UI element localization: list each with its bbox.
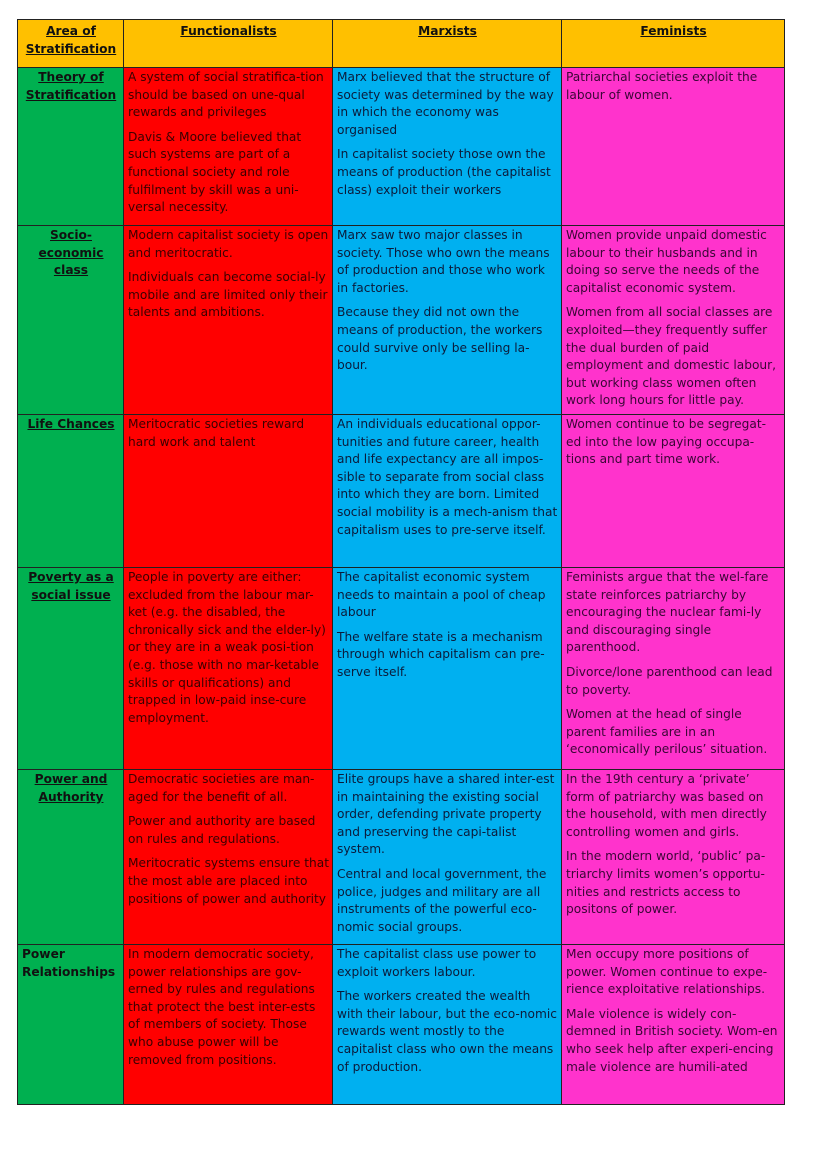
cell-paragraph: A system of social stratifica-tion should be based on une-qual rewards and privileges [128, 70, 324, 120]
table-row [18, 226, 785, 415]
table-row [18, 945, 785, 1105]
cell-paragraph: Patriarchal societies exploit the labour of women. [566, 70, 758, 102]
feminists-cell [562, 568, 785, 770]
cell-paragraph: In the 19th century a ‘private’ form of patriarchy was based on the household, with men directly controlling women and girls. [566, 772, 767, 839]
table-row [18, 68, 785, 226]
marxists-cell [333, 770, 562, 945]
functionalists-cell [124, 770, 333, 945]
cell-paragraph: In capitalist society those own the means of production (the capitalist class) exploit their workers [337, 147, 551, 197]
cell-paragraph: Modern capitalist society is open and meritocratic. [128, 228, 329, 260]
header-feminists: Feminists [562, 20, 785, 68]
cell-paragraph: Davis & Moore believed that such systems are part of a functional society and role fulfilment by skill was a uni-versal necessity. [128, 129, 302, 215]
cell-paragraph: Individuals can become social-ly mobile and are limited only their talents and ambitions. [128, 270, 328, 320]
area-label: Life Chances [18, 415, 124, 568]
cell-paragraph: Democratic societies are man-aged for the benefit of all. [128, 772, 315, 804]
cell-paragraph: Meritocratic societies reward hard work and talent [128, 417, 305, 449]
cell-paragraph: Marx believed that the structure of society was determined by the way in which the economy was organised [337, 70, 554, 137]
cell-paragraph: The welfare state is a mechanism through which capitalism can pre-serve itself. [337, 629, 545, 679]
marxists-cell [333, 945, 562, 1105]
functionalists-cell [124, 226, 333, 415]
feminists-cell [562, 945, 785, 1105]
cell-paragraph: Central and local government, the police, judges and military are all instruments of the powerful eco-nomic social groups. [337, 866, 547, 934]
marxists-cell [333, 68, 562, 226]
cell-paragraph: People in poverty are either: excluded from the labour mar-ket (e.g. the disabled, the chronically sick and the elder-ly) or they are in a weak posi-tion (e.g. those with no mar-ketable skills or qualifications) and trapped in low-paid inse-cure employment. [128, 570, 326, 725]
cell-paragraph: The capitalist class use power to exploit workers labour. [337, 947, 537, 979]
marxists-cell [333, 226, 562, 415]
feminists-cell [562, 226, 785, 415]
area-label: Power and Authority [18, 770, 124, 945]
cell-paragraph: Because they did not own the means of production, the workers could survive only be selling la-bour. [337, 305, 543, 373]
cell-paragraph: In the modern world, ‘public’ pa-triarchy limits women’s opportu-nities and restricts access to positons of power. [566, 849, 766, 917]
cell-paragraph: The capitalist economic system needs to maintain a pool of cheap labour [337, 570, 546, 620]
cell-paragraph: Marx saw two major classes in society. Those who own the means of production and those who work in factories. [337, 228, 550, 295]
marxists-cell [333, 568, 562, 770]
feminists-cell [562, 68, 785, 226]
header-area: Area of Stratification [18, 20, 124, 68]
cell-paragraph: Women continue to be segregat-ed into the low paying occupa-tions and part time work. [566, 417, 767, 467]
cell-paragraph: Meritocratic systems ensure that the most able are placed into positions of power and authority [128, 856, 330, 906]
table-row [18, 568, 785, 770]
cell-paragraph: Women provide unpaid domestic labour to their husbands and in doing so serve the needs of the capitalist economic system. [566, 228, 767, 295]
area-label: Power Relationships [18, 945, 124, 1105]
cell-paragraph: The workers created the wealth with their labour, but the eco-nomic rewards went mostly to the capitalist class who own the means of production. [337, 989, 557, 1074]
area-label: Socio-economic class [18, 226, 124, 415]
cell-paragraph: Male violence is widely con-demned in British society. Wom-en who seek help after experi-encing male violence are humili-ated [566, 1006, 778, 1074]
cell-paragraph: Power and authority are based on rules and regulations. [128, 814, 316, 846]
header-marxists: Marxists [333, 20, 562, 68]
cell-paragraph: In modern democratic society, power relationships are gov-erned by rules and regulations that protect the best inter-ests of members of society. Those who abuse power will be removed from positions. [128, 947, 316, 1067]
header-row [18, 20, 785, 68]
cell-paragraph: Divorce/lone parenthood can lead to poverty. [566, 664, 773, 697]
cell-paragraph: Women at the head of single parent families are in an ‘economically perilous’ situation. [566, 707, 768, 757]
marxists-cell [333, 415, 562, 568]
table-row [18, 770, 785, 945]
cell-paragraph: An individuals educational oppor-tunities and future career, health and life expectancy are all impos-sible to separate from social class into which they are born. Limited social mobility is a mech-anism that capitalism uses to pre-serve itself. [337, 417, 558, 537]
functionalists-cell [124, 945, 333, 1105]
functionalists-cell [124, 568, 333, 770]
cell-paragraph: Women from all social classes are exploited—they frequently suffer the dual burden of paid employment and domestic labour, but working class women often work long hours for little pay. [566, 305, 777, 408]
header-functionalists: Functionalists [124, 20, 333, 68]
functionalists-cell [124, 68, 333, 226]
cell-paragraph: Men occupy more positions of power. Women continue to expe-rience exploitative relationships. [566, 947, 768, 997]
stratification-comparison-table [17, 19, 785, 1105]
functionalists-cell [124, 415, 333, 568]
table-row [18, 415, 785, 568]
feminists-cell [562, 770, 785, 945]
area-label: Poverty as a social issue [18, 568, 124, 770]
area-label: Theory of Stratification [18, 68, 124, 226]
cell-paragraph: Elite groups have a shared inter-est in maintaining the existing social order, defending private property and preserving the capi-talist system. [337, 772, 555, 857]
cell-paragraph: Feminists argue that the wel-fare state reinforces patriarchy by encouraging the nuclear fami-ly and discouraging single parenthood. [566, 570, 769, 655]
feminists-cell [562, 415, 785, 568]
